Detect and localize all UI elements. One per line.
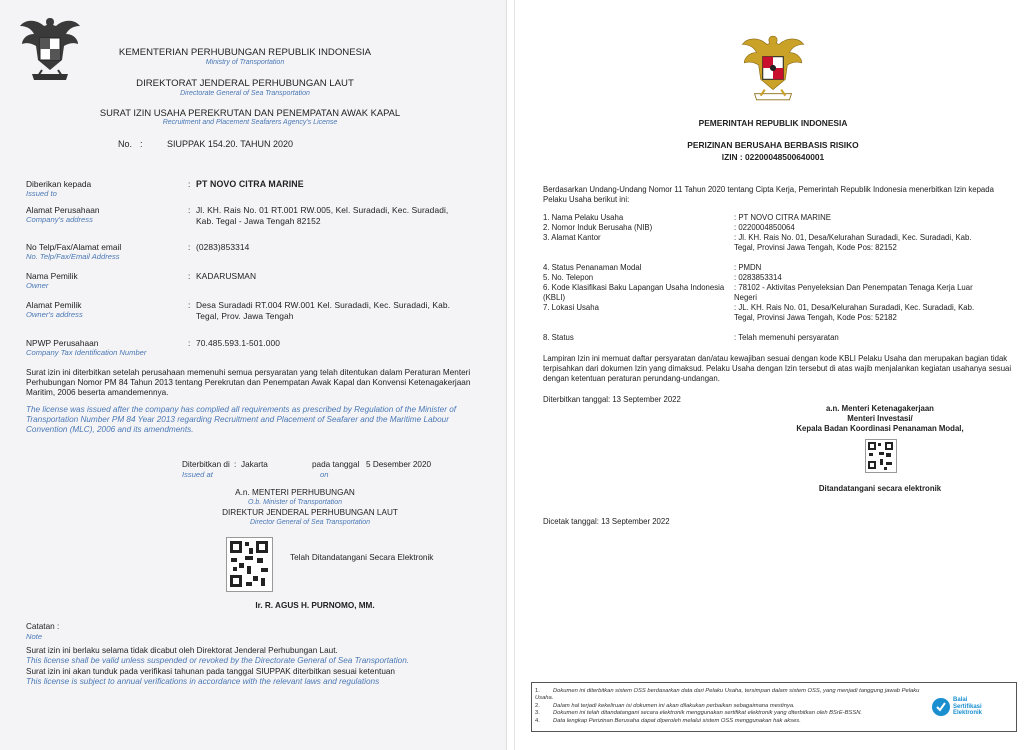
item-label: 6. Kode Klasifikasi Baku Lapangan Usaha Indonesia (KBLI) [543,283,725,302]
siuppak-license-document [0,0,507,750]
footnote-item: 4. Data lengkap Perizinan Berusaha dapat diperoleh melalui sistem OSS menggunakan hak akses. [535,717,801,724]
field-owner-value: KADARUSMAN [196,271,257,281]
signature-position-en: Director General of Sea Transportation [249,519,371,526]
field-colon: : [188,338,191,348]
license-title: SURAT IZIN USAHA PEREKRUTAN DAN PENEMPATAN AWAK KAPAL [99,107,401,118]
footnote-item: 2. Dalam hal terjadi kekeliruan isi dokumen ini akan dilakukan perbaikan sebagaimana mestinya. [535,702,795,709]
item-value: : PT NOVO CITRA MARINE [734,213,831,222]
field-issued-to-value: PT NOVO CITRA MARINE [196,179,304,189]
directorate-title: DIREKTORAT JENDERAL PERHUBUNGAN LAUT [136,78,354,89]
bsre-logo-icon [931,697,951,717]
item-label: 1. Nama Pelaku Usaha [543,213,624,222]
field-npwp-label: NPWP Perusahaan Company Tax Identification Number [26,338,147,357]
field-issued-to-label: Diberikan kepada Issued to [26,179,92,198]
issued-at-colon: : [234,460,237,469]
qr-code-icon [865,439,897,473]
directorate-title-en: Directorate General of Sea Transportation [180,90,310,97]
license-number-label: No. [118,139,133,149]
field-owner-label: Nama Pemilik Owner [26,271,78,290]
license-title-en: Recruitment and Placement Seafarers Agency's License [162,119,338,126]
footnote-item: 1. Dokumen ini diterbitkan sistem OSS berdasarkan data dari Pelaku Usaha, tersimpan dalam sistem OSS, yang menjadi tanggung jawab Pelaku Usaha. [535,688,920,702]
license-statement-id: Surat izin ini diterbitkan setelah perusahaan memenuhi semua persyaratan yang telah ditentukan dalam Peraturan Menteri Perhubungan Nomor PM 84 Tahun 2013 tentang Perekrutan dan Penempatan Awak Kapal dan Konvensi Ketenagakerjaan Maritim, 2006 beserta amandemennya. [26,368,471,397]
item-label: 2. Nomor Induk Berusaha (NIB) [543,223,653,232]
printed-date: Dicetak tanggal: 13 September 2022 [543,517,670,526]
intro-text: Berdasarkan Undang-Undang Nomor 11 Tahun 2020 tentang Cipta Kerja, Pemerintah Republik Indonesia menerbitkan Izin kepada Pelaku Usaha berikut ini: [543,185,994,204]
license-number-colon: : [140,139,143,149]
item-value: : Telah memenuhi persyaratan [734,333,839,342]
attachment-text: Lampiran Izin ini memuat daftar persyaratan dan/atau kewajiban sesuai dengan kode KBLI Pelaku Usaha dan merupakan bagian tidak terpisahkan dari dokumen Izin yang dimaksud. Pelaku Usaha dengan Izin tersebut di atas wajib menjalankan kegiatan usahanya sesuai dengan ketentuan peraturan perundang-undangan. [543,354,1012,383]
signature-on-behalf-en: O.b. Minister of Transportation [247,499,343,506]
field-owner-address-label: Alamat Pemilik Owner's address [26,300,83,319]
note-1: Surat izin ini berlaku selama tidak dicabut oleh Direktorat Jenderal Perhubungan Laut. [26,646,338,655]
field-npwp-value: 70.485.593.1-501.000 [196,338,280,348]
license-type-title: PERIZINAN BERUSAHA BERBASIS RISIKO [687,140,859,150]
item-label: 3. Alamat Kantor [543,233,601,242]
note-1-en: This license shall be valid unless suspended or revoked by the Directorate General of Sea Transportation. [26,656,410,665]
item-label: 7. Lokasi Usaha [543,303,599,312]
item-value: : 78102 - Aktivitas Penyeleksian Dan Penempatan Tenaga Kerja Luar Negeri [734,283,973,302]
item-label: 8. Status [543,333,574,342]
signature-line-2: Menteri Investasi/ [847,414,913,423]
signed-electronically-text: Ditandatangani secara elektronik [818,484,942,493]
oss-risk-based-license-document [514,0,1030,750]
item-label: 4. Status Penanaman Modal [543,263,642,272]
government-title: PEMERINTAH REPUBLIK INDONESIA [698,118,848,128]
signature-block [765,404,995,434]
field-phone-value: (0283)853314 [196,242,250,252]
issued-date: Diterbitkan tanggal: 13 September 2022 [543,395,681,404]
signature-line-1: a.n. Menteri Ketenagakerjaan [826,404,934,413]
field-colon: : [188,242,191,252]
issued-date-value: 5 Desember 2020 [366,460,432,469]
field-colon: : [188,205,191,215]
issued-at-place: Jakarta [241,460,268,469]
garuda-emblem-icon [740,30,806,106]
ministry-title: KEMENTERIAN PERHUBUNGAN REPUBLIK INDONESIA [118,47,372,58]
signature-line-3: Kepala Badan Koordinasi Penanaman Modal, [796,424,964,433]
bsre-line-2: Sertifikasi [953,703,982,710]
note-2: Surat izin ini akan tunduk pada verifikasi tahunan pada tanggal SIUPPAK diterbitkan sesuai ketentuan [26,667,395,676]
footnote-item: 3. Dokumen ini telah ditandatangani secara elektronik menggunakan sertifikat elektronik yang diterbitkan oleh BSrE-BSSN. [535,710,863,717]
issued-at-label: Diterbitkan di Issued at [182,460,230,479]
item-value: : Jl. KH. Rais No. 01, Desa/Kelurahan Suradadi, Kec. Suradadi, Kab. Tegal, Provinsi Jawa Tengah, Kode Pos: 82152 [734,233,972,252]
field-phone-label: No Telp/Fax/Alamat email No. Telp/Fax/Email Address [26,242,122,261]
field-company-address-value: Jl. KH. Rais No. 01 RT.001 RW.005, Kel. Suradadi, Kec. Suradadi, Kab. Tegal - Jawa Tengah 82152 [196,205,449,226]
field-colon: : [188,179,191,189]
bsre-line-3: Elektronik [953,710,983,717]
signature-on-behalf: A.n. MENTERI PERHUBUNGAN [235,488,355,497]
field-company-address-label: Alamat Perusahaan Company's address [26,205,100,224]
field-colon: : [188,300,191,310]
license-statement-en: The license was issued after the company has complied all requirements as prescribed by Regulation of the Minister of Transportation Number PM 84 Year 2013 regarding Recruitment and Placement of Seafarer and the Maritime Labour Convention (MLC), 2006 and its amendments. [26,405,457,434]
item-label: 5. No. Telepon [543,273,594,282]
issued-date-label: pada tanggal on [312,460,360,479]
notes-title: Catatan : Note [26,622,60,641]
field-owner-address-value: Desa Suradadi RT.004 RW.001 Kel. Suradadi, Kec. Suradadi, Kab. Tegal, Prov. Jawa Tengah [196,300,451,321]
note-2-en: This license is subject to annual verifications in accordance with the relevant laws and regulations [26,677,380,686]
item-value: : JL. KH. Rais No. 01, Desa/Kelurahan Suradadi, Kec. Suradadi, Kab. Tegal, Provinsi Jawa Tengah, Kode Pos: 52182 [734,303,975,322]
license-izin-number: IZIN : 02200048500640001 [721,152,825,162]
bsre-logo-text [953,697,982,717]
license-number-value: SIUPPAK 154.20. TAHUN 2020 [167,139,294,149]
ministry-title-en: Ministry of Transportation [205,59,285,66]
item-value: : 0283853314 [734,273,782,282]
garuda-emblem-icon [18,12,82,86]
signed-electronically-text: Telah Ditandatangani Secara Elektronik [290,553,434,562]
item-value: : PMDN [734,263,762,272]
bsre-line-1: Balai [953,697,968,703]
qr-code-icon [226,537,273,592]
field-colon: : [188,271,191,281]
item-value: : 0220004850064 [734,223,795,232]
signatory-name: Ir. R. AGUS H. PURNOMO, MM. [255,601,375,610]
signature-position: DIREKTUR JENDERAL PERHUBUNGAN LAUT [222,508,398,517]
footnote-list [535,688,935,725]
